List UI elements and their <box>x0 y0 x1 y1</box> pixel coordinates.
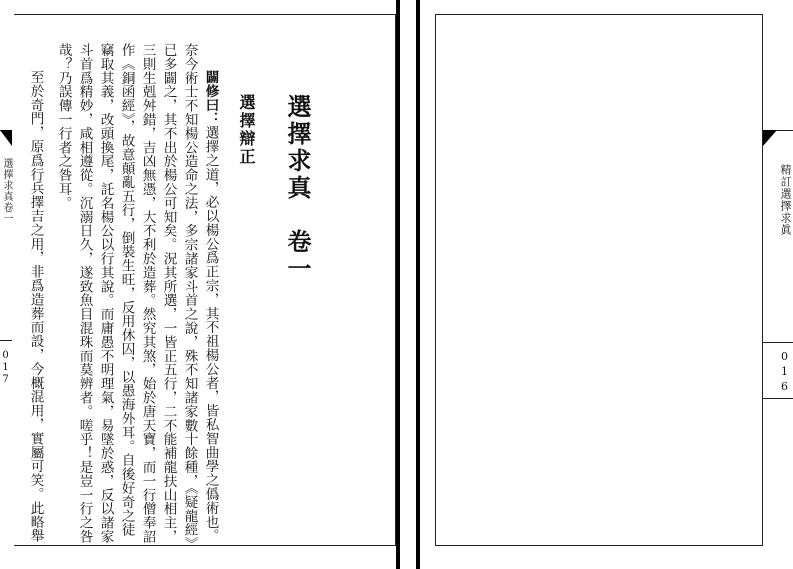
left-tab-wedge <box>0 130 12 146</box>
right-thumb-tab <box>763 130 793 330</box>
left-page-number: 017 <box>0 350 11 386</box>
body-column-7: 斗首爲精妙，咸相遵從。沉溺日久，遂致魚目混珠而莫辨者。嗟乎！是豈一行之咎 <box>76 43 93 544</box>
right-pagenum-rule-top <box>763 342 793 343</box>
body-column-1-text: 選擇之道，必以楊公爲正宗，其不祖楊公者，皆私智曲學之僞術也。 <box>202 125 219 543</box>
body-column-9: 至於奇門，原爲行兵擇吉之用，非爲造葬而設，今概混用，實屬可笑。此略舉 <box>27 70 44 543</box>
chapter-title: 選擇求真 卷一 <box>283 94 312 283</box>
body-lead: 闢修曰： <box>202 70 219 126</box>
body-column-2: 奈今術士不知楊公造命之法，多宗諸家斗首之說，殊不知諸家數十餘種，《疑龍經》 <box>181 43 198 551</box>
body-column-3: 已多闢之，其不出於楊公可知矣。況其所選，一皆正五行，二不能補龍扶山相主， <box>160 43 177 544</box>
body-column-5: 作《銅函經》，故意顛亂五行，倒裝生旺，反用休囚，以愚海外耳。自後好奇之徒 <box>118 43 135 537</box>
body-column-4: 三則生剋舛錯，吉凶無憑，大不利於造葬。然究其煞，始於唐天寶，而一行僧奉詔 <box>139 43 156 544</box>
left-pagenum-rule <box>0 340 12 341</box>
left-thumb-tab <box>0 130 11 280</box>
right-page-frame <box>435 14 763 546</box>
right-page <box>400 0 793 569</box>
left-tab-label: 選擇求真卷一 <box>1 158 12 224</box>
body-column-1 <box>203 70 217 543</box>
body-column-6: 竊取其義，改頭換尾，託名楊公以行其說。而庸愚不明理氣，易墜於惑，反以諸家 <box>97 43 114 544</box>
right-page-number: 016 <box>778 350 791 395</box>
right-pagenum-rule-bottom <box>763 398 793 399</box>
body-column-8: 哉？乃誤傳一行者之咎耳。 <box>55 43 72 210</box>
right-tab-label: 精訂選擇求眞 <box>779 164 792 236</box>
section-heading: 選擇辯正 <box>237 94 256 166</box>
right-tab-wedge <box>763 130 777 146</box>
